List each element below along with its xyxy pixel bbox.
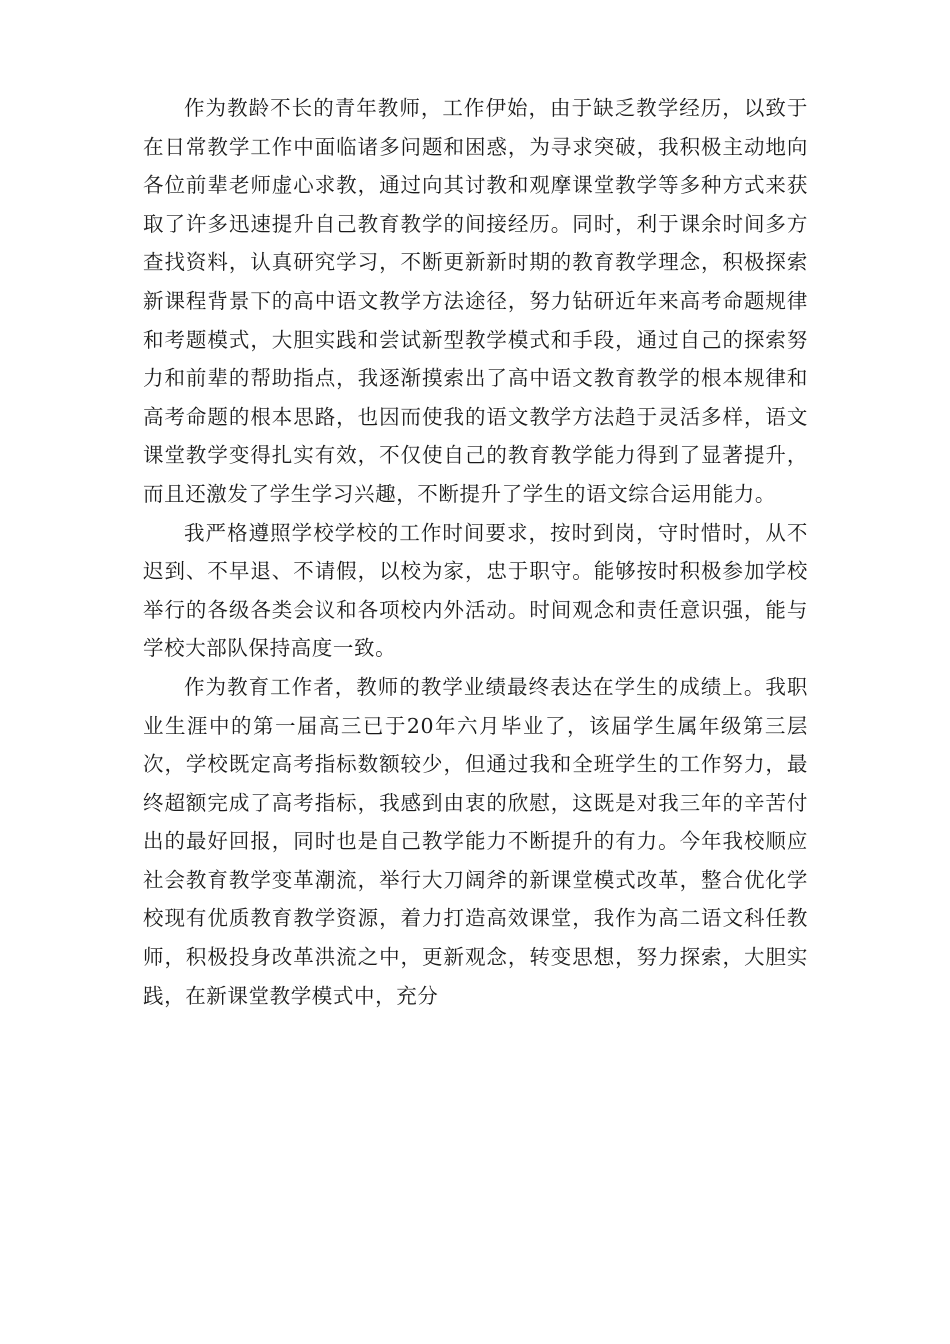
paragraph-work-discipline: 我严格遵照学校学校的工作时间要求，按时到岗，守时惜时，从不迟到、不早退、不请假，以校为家，忠于职守。能够按时积极参加学校举行的各级各类会议和各项校内外活动。时间观念和责任意识强，能与学校大部队保持高度一致。 (143, 520, 808, 661)
paragraph-teaching-growth: 作为教龄不长的青年教师，工作伊始，由于缺乏教学经历，以致于在日常教学工作中面临诸多问题和困惑，为寻求突破，我积极主动地向各位前辈老师虚心求教，通过向其讨教和观摩课堂教学等多种方式来获取了许多迅速提升自己教育教学的间接经历。同时，利于课余时间多方查找资料，认真研究学习，不断更新新时期的教育教学理念，积极探索新课程背景下的高中语文教学方法途径，努力钻研近年来高考命题规律和考题模式，大胆实践和尝试新型教学模式和手段，通过自己的探索努力和前辈的帮助指点，我逐渐摸索出了高中语文教育教学的根本规律和高考命题的根本思路，也因而使我的语文教学方法趋于灵活多样，语文课堂教学变得扎实有效，不仅使自己的教育教学能力得到了显著提升，而且还激发了学生学习兴趣，不断提升了学生的语文综合运用能力。 (143, 96, 808, 506)
paragraph-teaching-results: 作为教育工作者，教师的教学业绩最终表达在学生的成绩上。我职业生涯中的第一届高三已于20年六月毕业了，该届学生属年级第三层次，学校既定高考指标数额较少，但通过我和全班学生的工作努力，最终超额完成了高考指标，我感到由衷的欣慰，这既是对我三年的辛苦付出的最好回报，同时也是自己教学能力不断提升的有力。今年我校顺应社会教育教学变革潮流，举行大刀阔斧的新课堂模式改革，整合优化学校现有优质教育教学资源，着力打造高效课堂，我作为高二语文科任教师，积极投身改革洪流之中，更新观念，转变思想，努力探索，大胆实践，在新课堂教学模式中，充分 (143, 674, 808, 1008)
document-body (143, 89, 808, 1015)
